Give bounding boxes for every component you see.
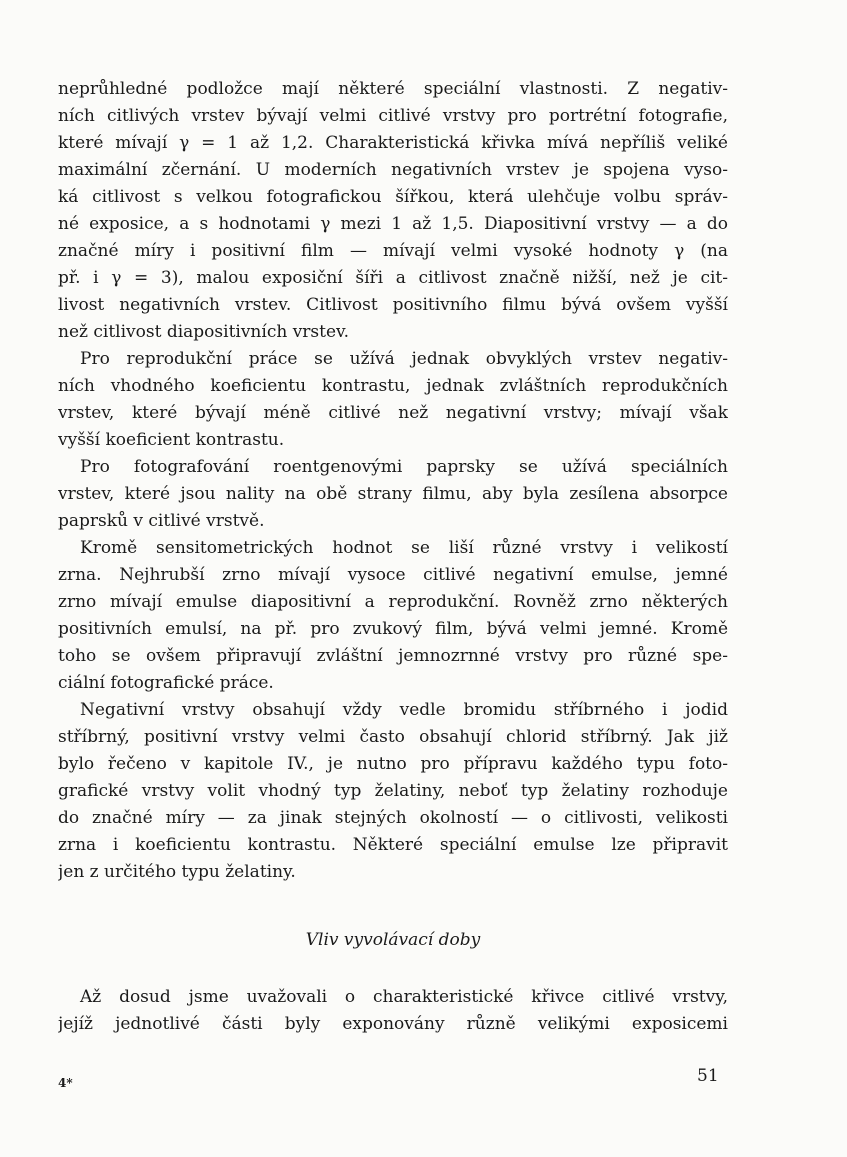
text-line: Negativní vrstvy obsahují vždy vedle bromidu stříbrného i jodid <box>80 700 728 720</box>
text-line: vrstev, které bývají méně citlivé než negativní vrstvy; mívají však <box>58 403 728 423</box>
text-line: grafické vrstvy volit vhodný typ želatiny, neboť typ želatiny rozhoduje <box>58 781 728 801</box>
text-line: positivních emulsí, na př. pro zvukový film, bývá velmi jemné. Kromě <box>58 619 728 639</box>
text-line: ciální fotografické práce. <box>58 673 274 693</box>
signature-mark: 4* <box>58 1076 73 1090</box>
text-line: maximální zčernání. U moderních negativních vrstev je spojena vyso- <box>58 160 728 180</box>
text-line: vyšší koeficient kontrastu. <box>58 430 285 450</box>
text-line: zrno mívají emulse diapositivní a reprodukční. Rovněž zrno některých <box>58 592 728 612</box>
text-line: bylo řečeno v kapitole IV., je nutno pro přípravu každého typu foto- <box>58 754 728 774</box>
text-line: Kromě sensitometrických hodnot se liší různé vrstvy i velikostí <box>80 538 728 558</box>
text-line: livost negativních vrstev. Citlivost positivního filmu bývá ovšem vyšší <box>58 295 728 315</box>
section-subheading: Vliv vyvolávací doby <box>305 930 481 950</box>
text-line: do značné míry — za jinak stejných okolností — o citlivosti, velikosti <box>58 808 728 828</box>
text-line: Až dosud jsme uvažovali o charakteristické křivce citlivé vrstvy, <box>80 987 728 1007</box>
text-line: než citlivost diapositivních vrstev. <box>58 322 350 342</box>
text-line: které mívají γ = 1 až 1,2. Charakteristická křivka mívá nepříliš veliké <box>58 133 728 153</box>
body-text-section <box>58 984 728 1038</box>
text-line: né exposice, a s hodnotami γ mezi 1 až 1,5. Diapositivní vrstvy — a do <box>58 214 728 234</box>
text-line: paprsků v citlivé vrstvě. <box>58 511 265 531</box>
text-line: ních citlivých vrstev bývají velmi citlivé vrstvy pro portrétní fotografie, <box>58 106 728 126</box>
text-line: stříbrný, positivní vrstvy velmi často obsahují chlorid stříbrný. Jak již <box>58 727 728 747</box>
text-line: př. i γ = 3), malou exposiční šíři a citlivost značně nižší, než je cit- <box>58 268 728 288</box>
text-line: jen z určitého typu želatiny. <box>58 862 296 882</box>
body-text-main <box>58 76 728 886</box>
text-line: zrna i koeficientu kontrastu. Některé speciální emulse lze připravit <box>58 835 728 855</box>
text-line: vrstev, které jsou nality na obě strany filmu, aby byla zesílena absorpce <box>58 484 728 504</box>
text-line: ních vhodného koeficientu kontrastu, jednak zvláštních reprodukčních <box>58 376 728 396</box>
text-line: jejíž jednotlivé části byly exponovány různě velikými exposicemi <box>58 1014 728 1034</box>
text-line: značné míry i positivní film — mívají velmi vysoké hodnoty γ (na <box>58 241 728 261</box>
text-line: toho se ovšem připravují zvláštní jemnozrnné vrstvy pro různé spe- <box>58 646 728 666</box>
text-line: neprůhledné podložce mají některé speciální vlastnosti. Z negativ- <box>58 79 728 99</box>
text-line: zrna. Nejhrubší zrno mívají vysoce citlivé negativní emulse, jemné <box>58 565 728 585</box>
text-line: ká citlivost s velkou fotografickou šířkou, která ulehčuje volbu správ- <box>58 187 728 207</box>
text-line: Pro reprodukční práce se užívá jednak obvyklých vrstev negativ- <box>80 349 728 369</box>
page-number: 51 <box>697 1066 719 1086</box>
text-line: Pro fotografování roentgenovými paprsky se užívá speciálních <box>80 457 728 477</box>
